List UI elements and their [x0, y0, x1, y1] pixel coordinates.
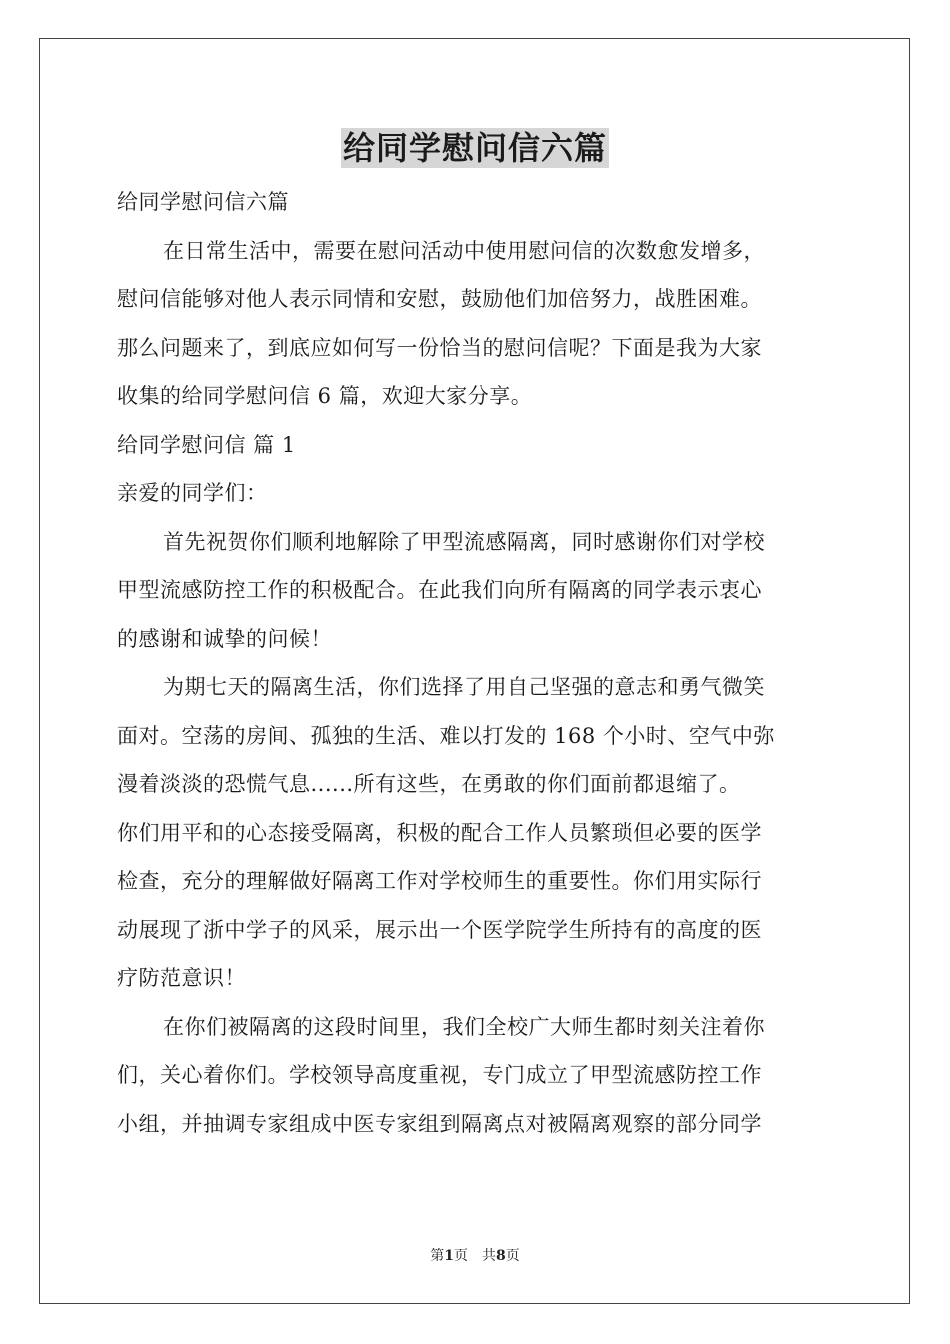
paragraph-line: 慰问信能够对他人表示同情和安慰，鼓励他们加倍努力，战胜困难。 — [117, 287, 762, 311]
paragraph-line: 小组，并抽调专家组成中医专家组到隔离点对被隔离观察的部分同学 — [117, 1111, 762, 1136]
paragraph-line: 你们用平和的心态接受隔离，积极的配合工作人员繁琐但必要的医学 — [117, 820, 762, 845]
section-heading: 给同学慰问信 篇 1 — [117, 432, 296, 457]
page-prefix: 第 — [430, 1248, 445, 1264]
paragraph-line: 在你们被隔离的这段时间里，我们全校广大师生都时刻关注着你 — [163, 1014, 765, 1039]
page-number: 1 — [444, 1248, 454, 1264]
paragraph-line: 在日常生活中，需要在慰问活动中使用慰问信的次数愈发增多， — [163, 238, 765, 263]
document-title: 给同学慰问信六篇 — [342, 129, 607, 167]
document-body — [117, 178, 833, 1148]
total-pages: 8 — [496, 1248, 506, 1264]
paragraph-line: 面对。空荡的房间、孤独的生活、难以打发的 168 个小时、空气中弥 — [117, 723, 775, 748]
paragraph-line: 为期七天的隔离生活，你们选择了用自己坚强的意志和勇气微笑 — [163, 675, 765, 699]
page-suffix: 页 — [454, 1248, 468, 1264]
total-suffix: 页 — [505, 1248, 520, 1264]
paragraph-line: 检查，充分的理解做好隔离工作对学校师生的重要性。你们用实际行 — [117, 869, 762, 893]
paragraph-line: 给同学慰问信六篇 — [117, 190, 289, 214]
paragraph-line: 的感谢和诚挚的问候！ — [117, 626, 332, 651]
paragraph-line: 首先祝贺你们顺利地解除了甲型流感隔离，同时感谢你们对学校 — [163, 529, 765, 554]
salutation: 亲爱的同学们： — [117, 481, 268, 505]
paragraph-line: 疗防范意识！ — [117, 966, 246, 990]
paragraph-line: 们，关心着你们。学校领导高度重视，专门成立了甲型流感防控工作 — [117, 1063, 762, 1087]
page-footer — [0, 1246, 950, 1266]
paragraph-line: 那么问题来了，到底应如何写一份恰当的慰问信呢？下面是我为大家 — [117, 335, 762, 360]
paragraph-line: 甲型流感防控工作的积极配合。在此我们向所有隔离的同学表示衷心 — [117, 578, 762, 602]
paragraph-line: 动展现了浙中学子的风采，展示出一个医学院学生所持有的高度的医 — [117, 917, 762, 942]
title-wrap — [0, 128, 950, 168]
total-prefix: 共 — [482, 1248, 496, 1264]
paragraph-line: 收集的给同学慰问信 6 篇，欢迎大家分享。 — [117, 384, 533, 408]
paragraph-line: 漫着淡淡的恐慌气息......所有这些，在勇敢的你们面前都退缩了。 — [117, 772, 741, 796]
